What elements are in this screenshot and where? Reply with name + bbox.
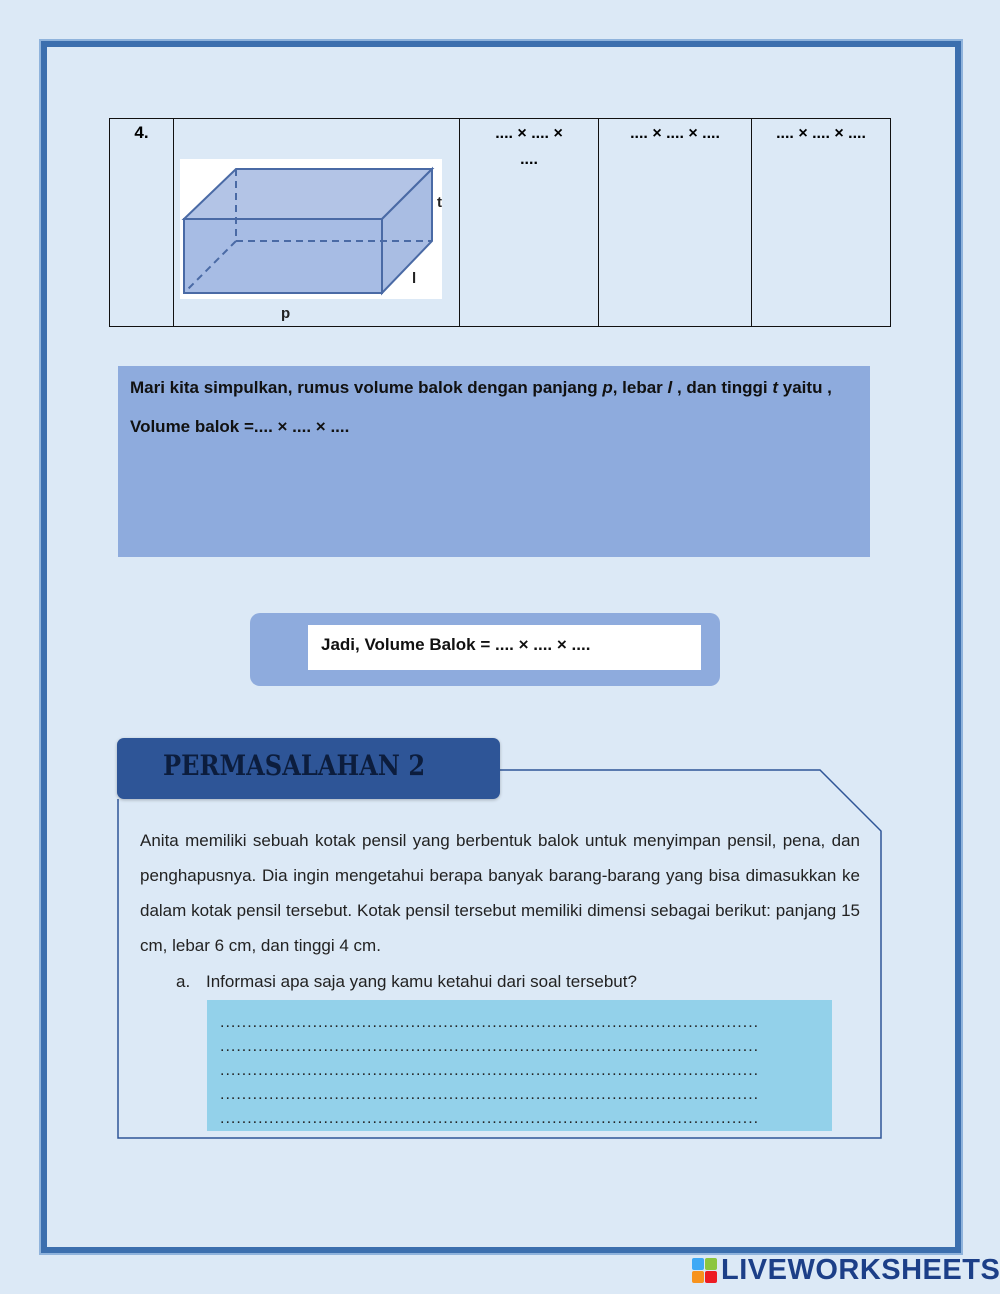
question-a-text: Informasi apa saja yang kamu ketahui dari soal tersebut? xyxy=(206,972,637,991)
problem-title: PERMASALAHAN 2 xyxy=(163,749,426,782)
liveworksheets-logo xyxy=(692,1253,1000,1286)
logo-text: LIVEWORKSHEETS xyxy=(721,1253,1000,1286)
formula-cell-2: .... × .... × .... xyxy=(599,119,752,327)
conclusion-text: Mari kita simpulkan, rumus volume balok dengan panjang p, lebar l , dan tinggi t yaitu , xyxy=(130,378,832,397)
problem-header xyxy=(117,738,500,799)
answer-box[interactable] xyxy=(207,1000,832,1131)
label-l: l xyxy=(412,270,417,287)
row-number: 4. xyxy=(110,119,174,327)
answer-line[interactable]: ................................................................................................... xyxy=(220,1038,760,1055)
problem-text: Anita memiliki sebuah kotak pensil yang berbentuk balok untuk menyimpan pensil, pena, dan penghapusnya. Dia ingin mengetahui berapa banyak barang-barang yang bisa dimasukkan ke dalam kotak pensil tersebut. Kotak pensil tersebut memiliki dimensi sebagai berikut: panjang 15 cm, lebar 6 cm, dan tinggi 4 cm. xyxy=(140,831,860,955)
formula-cell-3: .... × .... × .... xyxy=(752,119,891,327)
answer-line[interactable]: ................................................................................................... xyxy=(220,1014,760,1031)
answer-line[interactable]: ................................................................................................... xyxy=(220,1062,760,1079)
logo-icon xyxy=(692,1258,717,1283)
question-a-label: a. xyxy=(176,972,191,991)
volume-formula-line[interactable]: Volume balok =.... × .... × .... xyxy=(130,417,350,436)
logo-square xyxy=(692,1258,704,1270)
answer-line[interactable]: ................................................................................................... xyxy=(220,1086,760,1103)
question-a xyxy=(176,966,637,998)
label-t: t xyxy=(437,194,442,211)
formula-cell-1-line2: .... xyxy=(520,151,538,168)
formula-cell-1-line1: .... × .... × xyxy=(495,125,563,142)
answer-line[interactable]: ................................................................................................... xyxy=(220,1110,760,1127)
logo-square xyxy=(705,1258,717,1270)
label-p: p xyxy=(281,305,291,322)
logo-square xyxy=(705,1271,717,1283)
logo-square xyxy=(692,1271,704,1283)
summary-answer-box[interactable]: Jadi, Volume Balok = .... × .... × .... xyxy=(308,625,701,670)
